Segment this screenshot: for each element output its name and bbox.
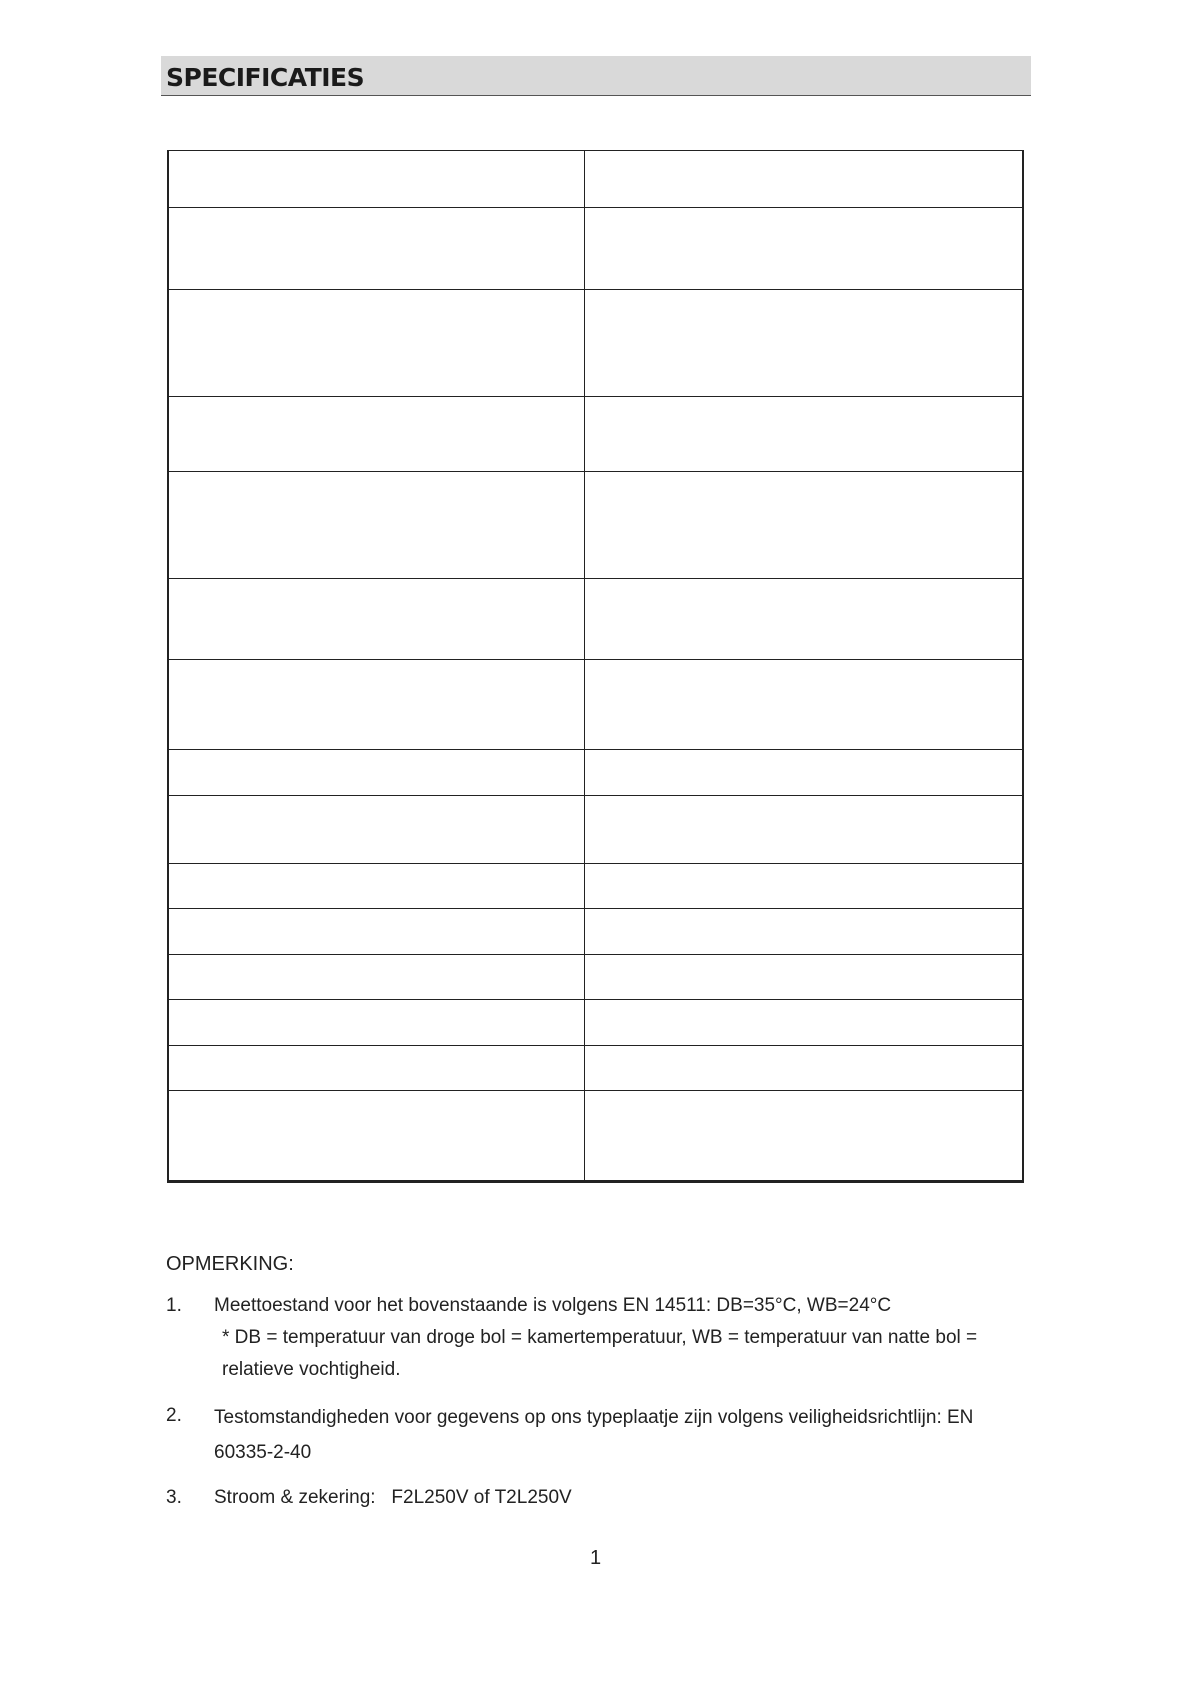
table-cell-value — [585, 472, 1024, 579]
table-cell-label — [168, 1000, 585, 1046]
table-cell-value — [585, 1091, 1024, 1182]
table-row — [168, 955, 1023, 1000]
note-number: 1. — [166, 1295, 182, 1316]
note-item — [166, 1290, 1036, 1386]
table-row — [168, 750, 1023, 796]
table-cell-label — [168, 579, 585, 660]
table-cell-label — [168, 1046, 585, 1091]
page-number: 1 — [589, 1547, 602, 1569]
table-row — [168, 909, 1023, 955]
table-cell-value — [585, 660, 1024, 750]
page-title: SPECIFICATIES — [166, 63, 365, 92]
table-row — [168, 472, 1023, 579]
table-cell-value — [585, 579, 1024, 660]
note-text: Meettoestand voor het bovenstaande is volgens EN 14511: DB=35°C, WB=24°C — [214, 1295, 892, 1316]
note-subtext: * DB = temperatuur van droge bol = kamertemperatuur, WB = temperatuur van natte bol = relatieve vochtigheid. — [222, 1327, 978, 1380]
table-cell-label — [168, 290, 585, 397]
table-cell-label — [168, 397, 585, 472]
table-row — [168, 660, 1023, 750]
note-text: Testomstandigheden voor gegevens op ons typeplaatje zijn volgens veiligheidsrichtlijn: EN 60335-2-40 — [214, 1407, 974, 1463]
specifications-table — [167, 150, 1024, 1183]
table-cell-value — [585, 909, 1024, 955]
table-cell-value — [585, 750, 1024, 796]
table-row — [168, 1000, 1023, 1046]
table-cell-value — [585, 864, 1024, 909]
table-cell-label — [168, 151, 585, 208]
section-title-bar — [161, 56, 1031, 96]
table-cell-label — [168, 1091, 585, 1182]
table-cell-label — [168, 750, 585, 796]
table-cell-value — [585, 1046, 1024, 1091]
table-row — [168, 151, 1023, 208]
table-cell-value — [585, 955, 1024, 1000]
notes-heading: OPMERKING: — [166, 1253, 294, 1275]
table-cell-value — [585, 796, 1024, 864]
table-cell-label — [168, 796, 585, 864]
table-row — [168, 1091, 1023, 1182]
table-row — [168, 397, 1023, 472]
table-cell-value — [585, 290, 1024, 397]
table-row — [168, 579, 1023, 660]
table-cell-label — [168, 660, 585, 750]
note-number: 2. — [166, 1405, 182, 1426]
table-cell-label — [168, 472, 585, 579]
notes-section — [166, 1248, 1036, 1526]
table-row — [168, 290, 1023, 397]
table-cell-label — [168, 955, 585, 1000]
table-cell-label — [168, 909, 585, 955]
table-cell-value — [585, 208, 1024, 290]
table-row — [168, 1046, 1023, 1091]
note-item — [166, 1400, 1036, 1470]
table-cell-value — [585, 397, 1024, 472]
table-cell-label — [168, 864, 585, 909]
table-cell-value — [585, 1000, 1024, 1046]
table-row — [168, 864, 1023, 909]
note-number: 3. — [166, 1487, 182, 1508]
table-cell-label — [168, 208, 585, 290]
note-text: Stroom & zekering: F2L250V of T2L250V — [214, 1487, 572, 1508]
table-cell-value — [585, 151, 1024, 208]
table-row — [168, 208, 1023, 290]
note-item — [166, 1482, 1036, 1514]
table-row — [168, 796, 1023, 864]
